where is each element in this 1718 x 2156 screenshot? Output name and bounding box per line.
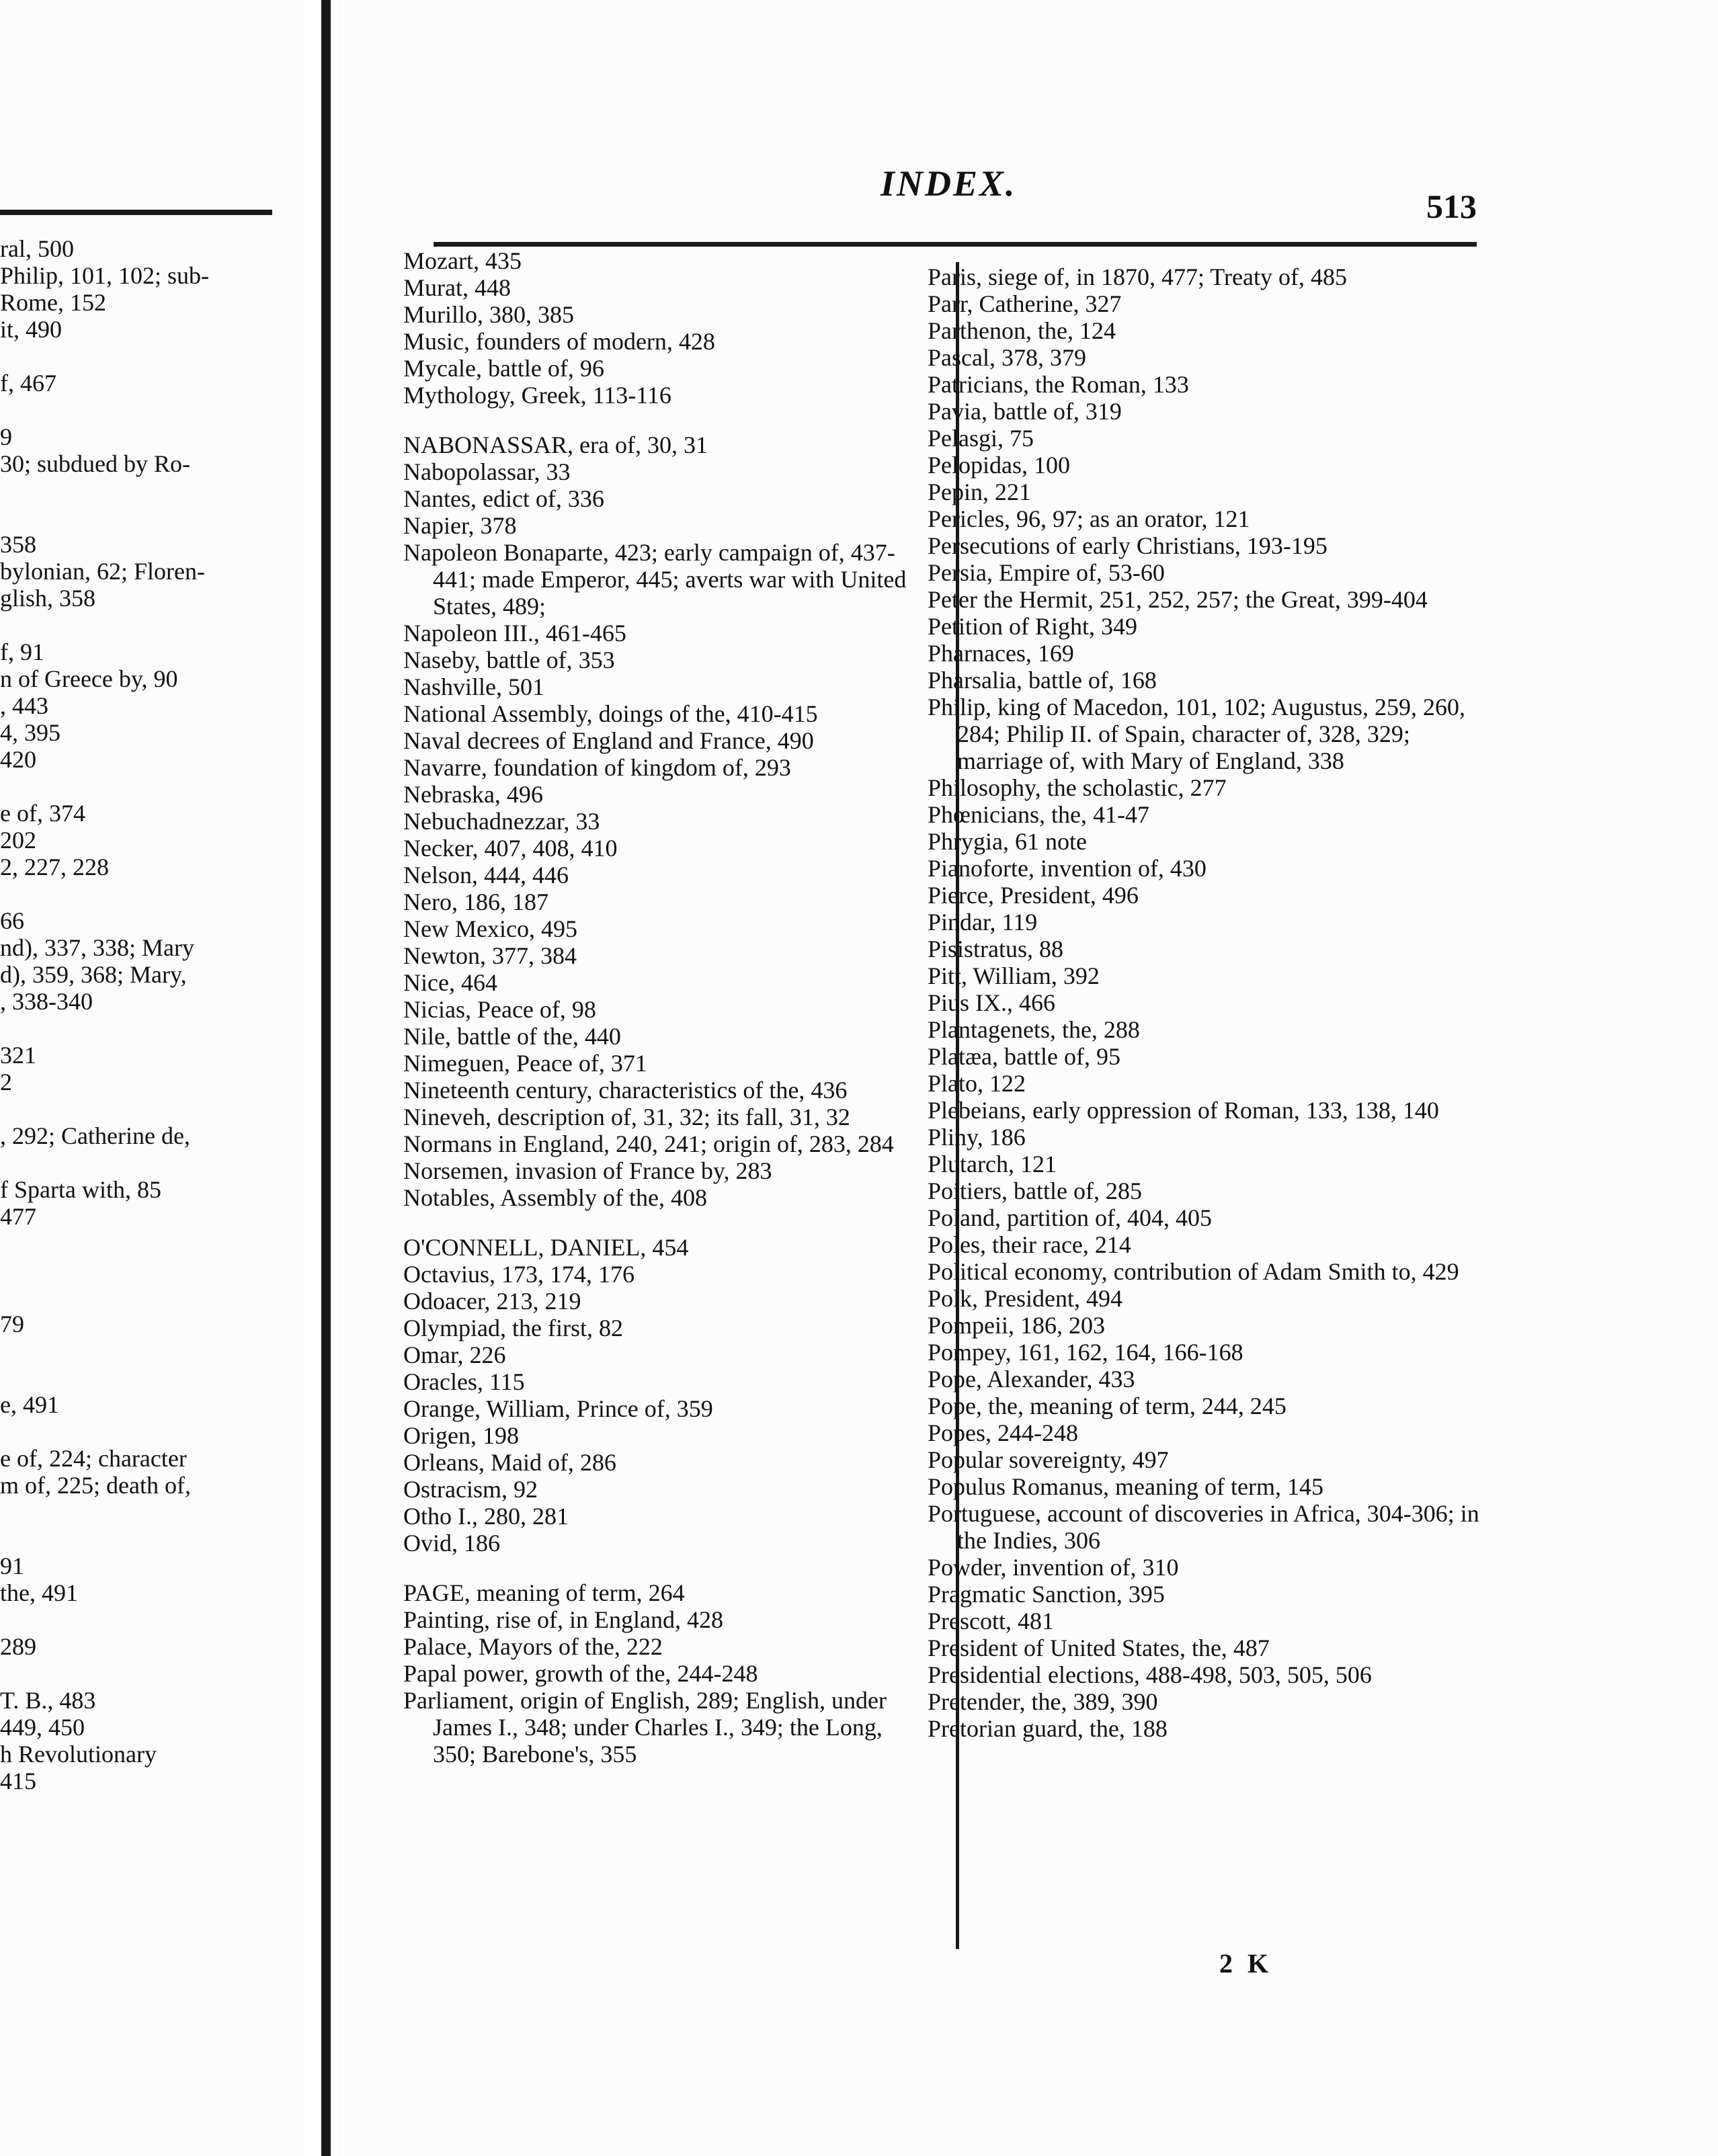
index-entry: Murillo, 380, 385 (403, 301, 575, 328)
index-entry: Platæa, battle of, 95 (928, 1043, 1120, 1070)
index-entry: Nantes, edict of, 336 (403, 485, 604, 512)
index-entry: Mycale, battle of, 96 (403, 355, 604, 382)
left-page-fragment: m of, 225; death of, (0, 1472, 191, 1499)
index-entry: Nice, 464 (403, 969, 497, 996)
index-entry: Naseby, battle of, 353 (403, 647, 615, 673)
index-entry: Plantagenets, the, 288 (928, 1016, 1140, 1043)
index-entry: Pragmatic Sanction, 395 (928, 1581, 1165, 1608)
index-entry: NABONASSAR, era of, 30, 31 (403, 431, 708, 458)
index-entry: Nicias, Peace of, 98 (403, 996, 596, 1023)
left-page-fragment: the, 491 (0, 1579, 78, 1606)
left-page-fragment: 202 (0, 827, 36, 854)
left-page-fragment: f, 467 (0, 370, 56, 397)
gutter-shadow (321, 0, 331, 2156)
left-page-fragment: , 292; Catherine de, (0, 1122, 190, 1149)
index-entry: Polk, President, 494 (928, 1285, 1123, 1312)
running-head: INDEX. (881, 163, 1017, 204)
index-entry: Notables, Assembly of the, 408 (403, 1184, 707, 1211)
index-entry: Pierce, President, 496 (928, 882, 1139, 909)
left-page-fragment: 79 (0, 1311, 24, 1337)
index-entry: Pope, Alexander, 433 (928, 1366, 1135, 1393)
index-entry: Ostracism, 92 (403, 1476, 538, 1503)
index-entry: Nashville, 501 (403, 673, 544, 700)
left-page-fragment: 2 (0, 1069, 12, 1095)
index-entry: Pericles, 96, 97; as an orator, 121 (928, 505, 1250, 532)
index-entry: Prescott, 481 (928, 1608, 1054, 1634)
left-page-fragment: 415 (0, 1768, 36, 1794)
index-entry: Murat, 448 (403, 274, 511, 301)
index-entry: Oracles, 115 (403, 1368, 525, 1395)
index-entry: Plebeians, early oppression of Roman, 133, 138, 140 (928, 1097, 1439, 1124)
index-entry: Nabopolassar, 33 (403, 458, 571, 485)
left-page-fragment: 321 (0, 1042, 36, 1069)
index-entry: Poitiers, battle of, 285 (928, 1177, 1142, 1204)
index-entry: Poland, partition of, 404, 405 (928, 1204, 1212, 1231)
index-entry: Normans in England, 240, 241; origin of, 283, 284 (403, 1130, 894, 1157)
index-entry: Otho I., 280, 281 (403, 1503, 569, 1530)
index-entry: Omar, 226 (403, 1341, 506, 1368)
index-entry: Political economy, contribution of Adam Smith to, 429 (928, 1258, 1459, 1285)
left-page-fragment: e, 491 (0, 1391, 59, 1418)
index-entry: Philosophy, the scholastic, 277 (928, 774, 1227, 801)
index-entry: Paris, siege of, in 1870, 477; Treaty of, 485 (928, 263, 1347, 290)
index-entry: Mythology, Greek, 113-116 (403, 382, 671, 409)
index-entry: Popes, 244-248 (928, 1419, 1078, 1446)
page-number: 513 (1426, 188, 1477, 225)
left-page-fragment: 358 (0, 531, 36, 558)
index-entry: Pius IX., 466 (928, 989, 1056, 1016)
index-entry: PAGE, meaning of term, 264 (403, 1579, 685, 1606)
left-page-fragment: Rome, 152 (0, 289, 106, 316)
left-page-fragment: h Revolutionary (0, 1741, 157, 1768)
left-page-fragment: 420 (0, 746, 36, 773)
index-entry: Pharnaces, 169 (928, 640, 1074, 667)
left-page-fragment: nd), 337, 338; Mary (0, 934, 194, 961)
index-entry: Portuguese, account of discoveries in Africa, 304-306; in the Indies, 306 (928, 1500, 1479, 1554)
index-entry: Petition of Right, 349 (928, 613, 1138, 640)
left-page-fragment: 4, 395 (0, 719, 60, 746)
left-page-rule (0, 210, 272, 215)
index-entry: Pompey, 161, 162, 164, 166-168 (928, 1339, 1243, 1366)
left-page-fragment: f Sparta with, 85 (0, 1176, 161, 1203)
left-page-fragment: d), 359, 368; Mary, (0, 961, 187, 988)
left-page-fragment: glish, 358 (0, 585, 96, 612)
left-page-fragment: bylonian, 62; Floren- (0, 558, 205, 585)
index-entry: Pharsalia, battle of, 168 (928, 667, 1157, 694)
signature-mark: 2 K (1219, 1948, 1273, 1979)
index-entry: Pelopidas, 100 (928, 452, 1070, 479)
index-entry: Nimeguen, Peace of, 371 (403, 1050, 647, 1077)
index-entry: Newton, 377, 384 (403, 942, 577, 969)
index-entry: Populus Romanus, meaning of term, 145 (928, 1473, 1323, 1500)
header-rule (434, 242, 1477, 247)
left-page-fragment: T. B., 483 (0, 1687, 96, 1714)
index-entry: Napier, 378 (403, 512, 517, 539)
index-column-right (928, 263, 1485, 1742)
index-entry: Pelasgi, 75 (928, 425, 1034, 452)
left-page-fragment: 477 (0, 1203, 36, 1230)
left-page-fragment: 9 (0, 423, 12, 450)
index-entry: Nero, 186, 187 (403, 888, 548, 915)
index-entry: Nebraska, 496 (403, 781, 543, 808)
index-entry: Navarre, foundation of kingdom of, 293 (403, 754, 791, 781)
index-entry: Pliny, 186 (928, 1124, 1026, 1151)
index-entry: Patricians, the Roman, 133 (928, 371, 1189, 398)
index-entry: Popular sovereignty, 497 (928, 1446, 1169, 1473)
index-entry: Parr, Catherine, 327 (928, 290, 1122, 317)
index-entry: Pretorian guard, the, 188 (928, 1715, 1168, 1742)
left-page-fragment: Philip, 101, 102; sub- (0, 262, 210, 289)
index-entry: Pianoforte, invention of, 430 (928, 855, 1206, 882)
index-entry: Poles, their race, 214 (928, 1231, 1131, 1258)
index-entry: Presidential elections, 488-498, 503, 505, 506 (928, 1661, 1372, 1688)
index-entry: National Assembly, doings of the, 410-415 (403, 700, 818, 727)
index-entry: Papal power, growth of the, 244-248 (403, 1660, 758, 1687)
left-page-fragment: 66 (0, 907, 24, 934)
left-page-fragment: f, 91 (0, 638, 44, 665)
index-entry: Odoacer, 213, 219 (403, 1288, 581, 1315)
index-entry: Pisistratus, 88 (928, 936, 1064, 962)
left-page (0, 0, 304, 2156)
left-page-fragment: 30; subdued by Ro- (0, 450, 190, 477)
index-entry: Nile, battle of the, 440 (403, 1023, 621, 1050)
index-entry: Orange, William, Prince of, 359 (403, 1395, 713, 1422)
index-entry: Pavia, battle of, 319 (928, 398, 1122, 425)
left-page-fragment: 449, 450 (0, 1714, 85, 1741)
left-page-fragment: it, 490 (0, 316, 63, 343)
index-entry: Pascal, 378, 379 (928, 344, 1086, 371)
index-entry: Plato, 122 (928, 1070, 1026, 1097)
index-entry: Nineveh, description of, 31, 32; its fall, 31, 32 (403, 1104, 850, 1130)
left-page-fragment: 2, 227, 228 (0, 854, 109, 880)
index-entry: Norsemen, invasion of France by, 283 (403, 1157, 772, 1184)
left-page-fragment: 289 (0, 1633, 36, 1660)
left-page-fragment: e of, 224; character (0, 1445, 187, 1472)
left-page-fragment: , 338-340 (0, 988, 93, 1015)
index-entry: Painting, rise of, in England, 428 (403, 1606, 723, 1633)
index-entry: Phrygia, 61 note (928, 828, 1087, 855)
left-page-fragment: n of Greece by, 90 (0, 665, 178, 692)
index-entry: Peter the Hermit, 251, 252, 257; the Great, 399-404 (928, 586, 1428, 613)
index-entry: Olympiad, the first, 82 (403, 1315, 623, 1341)
index-entry: Mozart, 435 (403, 247, 522, 274)
index-entry: Persia, Empire of, 53-60 (928, 559, 1165, 586)
index-entry: Palace, Mayors of the, 222 (403, 1633, 663, 1660)
index-entry: Nebuchadnezzar, 33 (403, 808, 600, 835)
index-entry: Pindar, 119 (928, 909, 1038, 936)
index-entry: Origen, 198 (403, 1422, 519, 1449)
index-entry: Pretender, the, 389, 390 (928, 1688, 1158, 1715)
index-entry: Plutarch, 121 (928, 1151, 1057, 1177)
index-entry: Necker, 407, 408, 410 (403, 835, 618, 862)
index-entry: Nineteenth century, characteristics of the, 436 (403, 1077, 848, 1104)
index-entry: Nelson, 444, 446 (403, 862, 569, 888)
index-entry: Octavius, 173, 174, 176 (403, 1261, 635, 1288)
index-entry: Powder, invention of, 310 (928, 1554, 1179, 1581)
index-entry: Parthenon, the, 124 (928, 317, 1116, 344)
left-page-fragment: e of, 374 (0, 800, 85, 827)
index-entry: Pompeii, 186, 203 (928, 1312, 1106, 1339)
index-entry: Persecutions of early Christians, 193-195 (928, 532, 1327, 559)
left-page-fragment: ral, 500 (0, 235, 74, 262)
index-entry: Phœnicians, the, 41-47 (928, 801, 1149, 828)
index-entry: Philip, king of Macedon, 101, 102; Augustus, 259, 260, 284; Philip II. of Spain, character of, 328, 329; marriage of, with Mary of England, 338 (928, 694, 1465, 774)
index-entry: Pitt, William, 392 (928, 962, 1100, 989)
index-column-left (403, 247, 921, 1768)
left-page-fragment: 91 (0, 1552, 24, 1579)
index-entry: Pepin, 221 (928, 479, 1032, 505)
index-entry: Ovid, 186 (403, 1530, 500, 1557)
left-page-fragment: , 443 (0, 692, 48, 719)
index-entry: President of United States, the, 487 (928, 1634, 1270, 1661)
index-entry: Napoleon III., 461-465 (403, 620, 626, 647)
index-entry: O'CONNELL, DANIEL, 454 (403, 1234, 689, 1261)
index-entry: Naval decrees of England and France, 490 (403, 727, 814, 754)
index-entry: Music, founders of modern, 428 (403, 328, 715, 355)
index-entry: New Mexico, 495 (403, 915, 577, 942)
index-entry: Parliament, origin of English, 289; English, under James I., 348; under Charles I., 349; the Long, 350; Barebone's, 355 (403, 1687, 887, 1768)
index-entry: Pope, the, meaning of term, 244, 245 (928, 1393, 1286, 1419)
index-entry: Napoleon Bonaparte, 423; early campaign of, 437-441; made Emperor, 445; averts war with United States, 489; (403, 539, 907, 620)
index-entry: Orleans, Maid of, 286 (403, 1449, 616, 1476)
